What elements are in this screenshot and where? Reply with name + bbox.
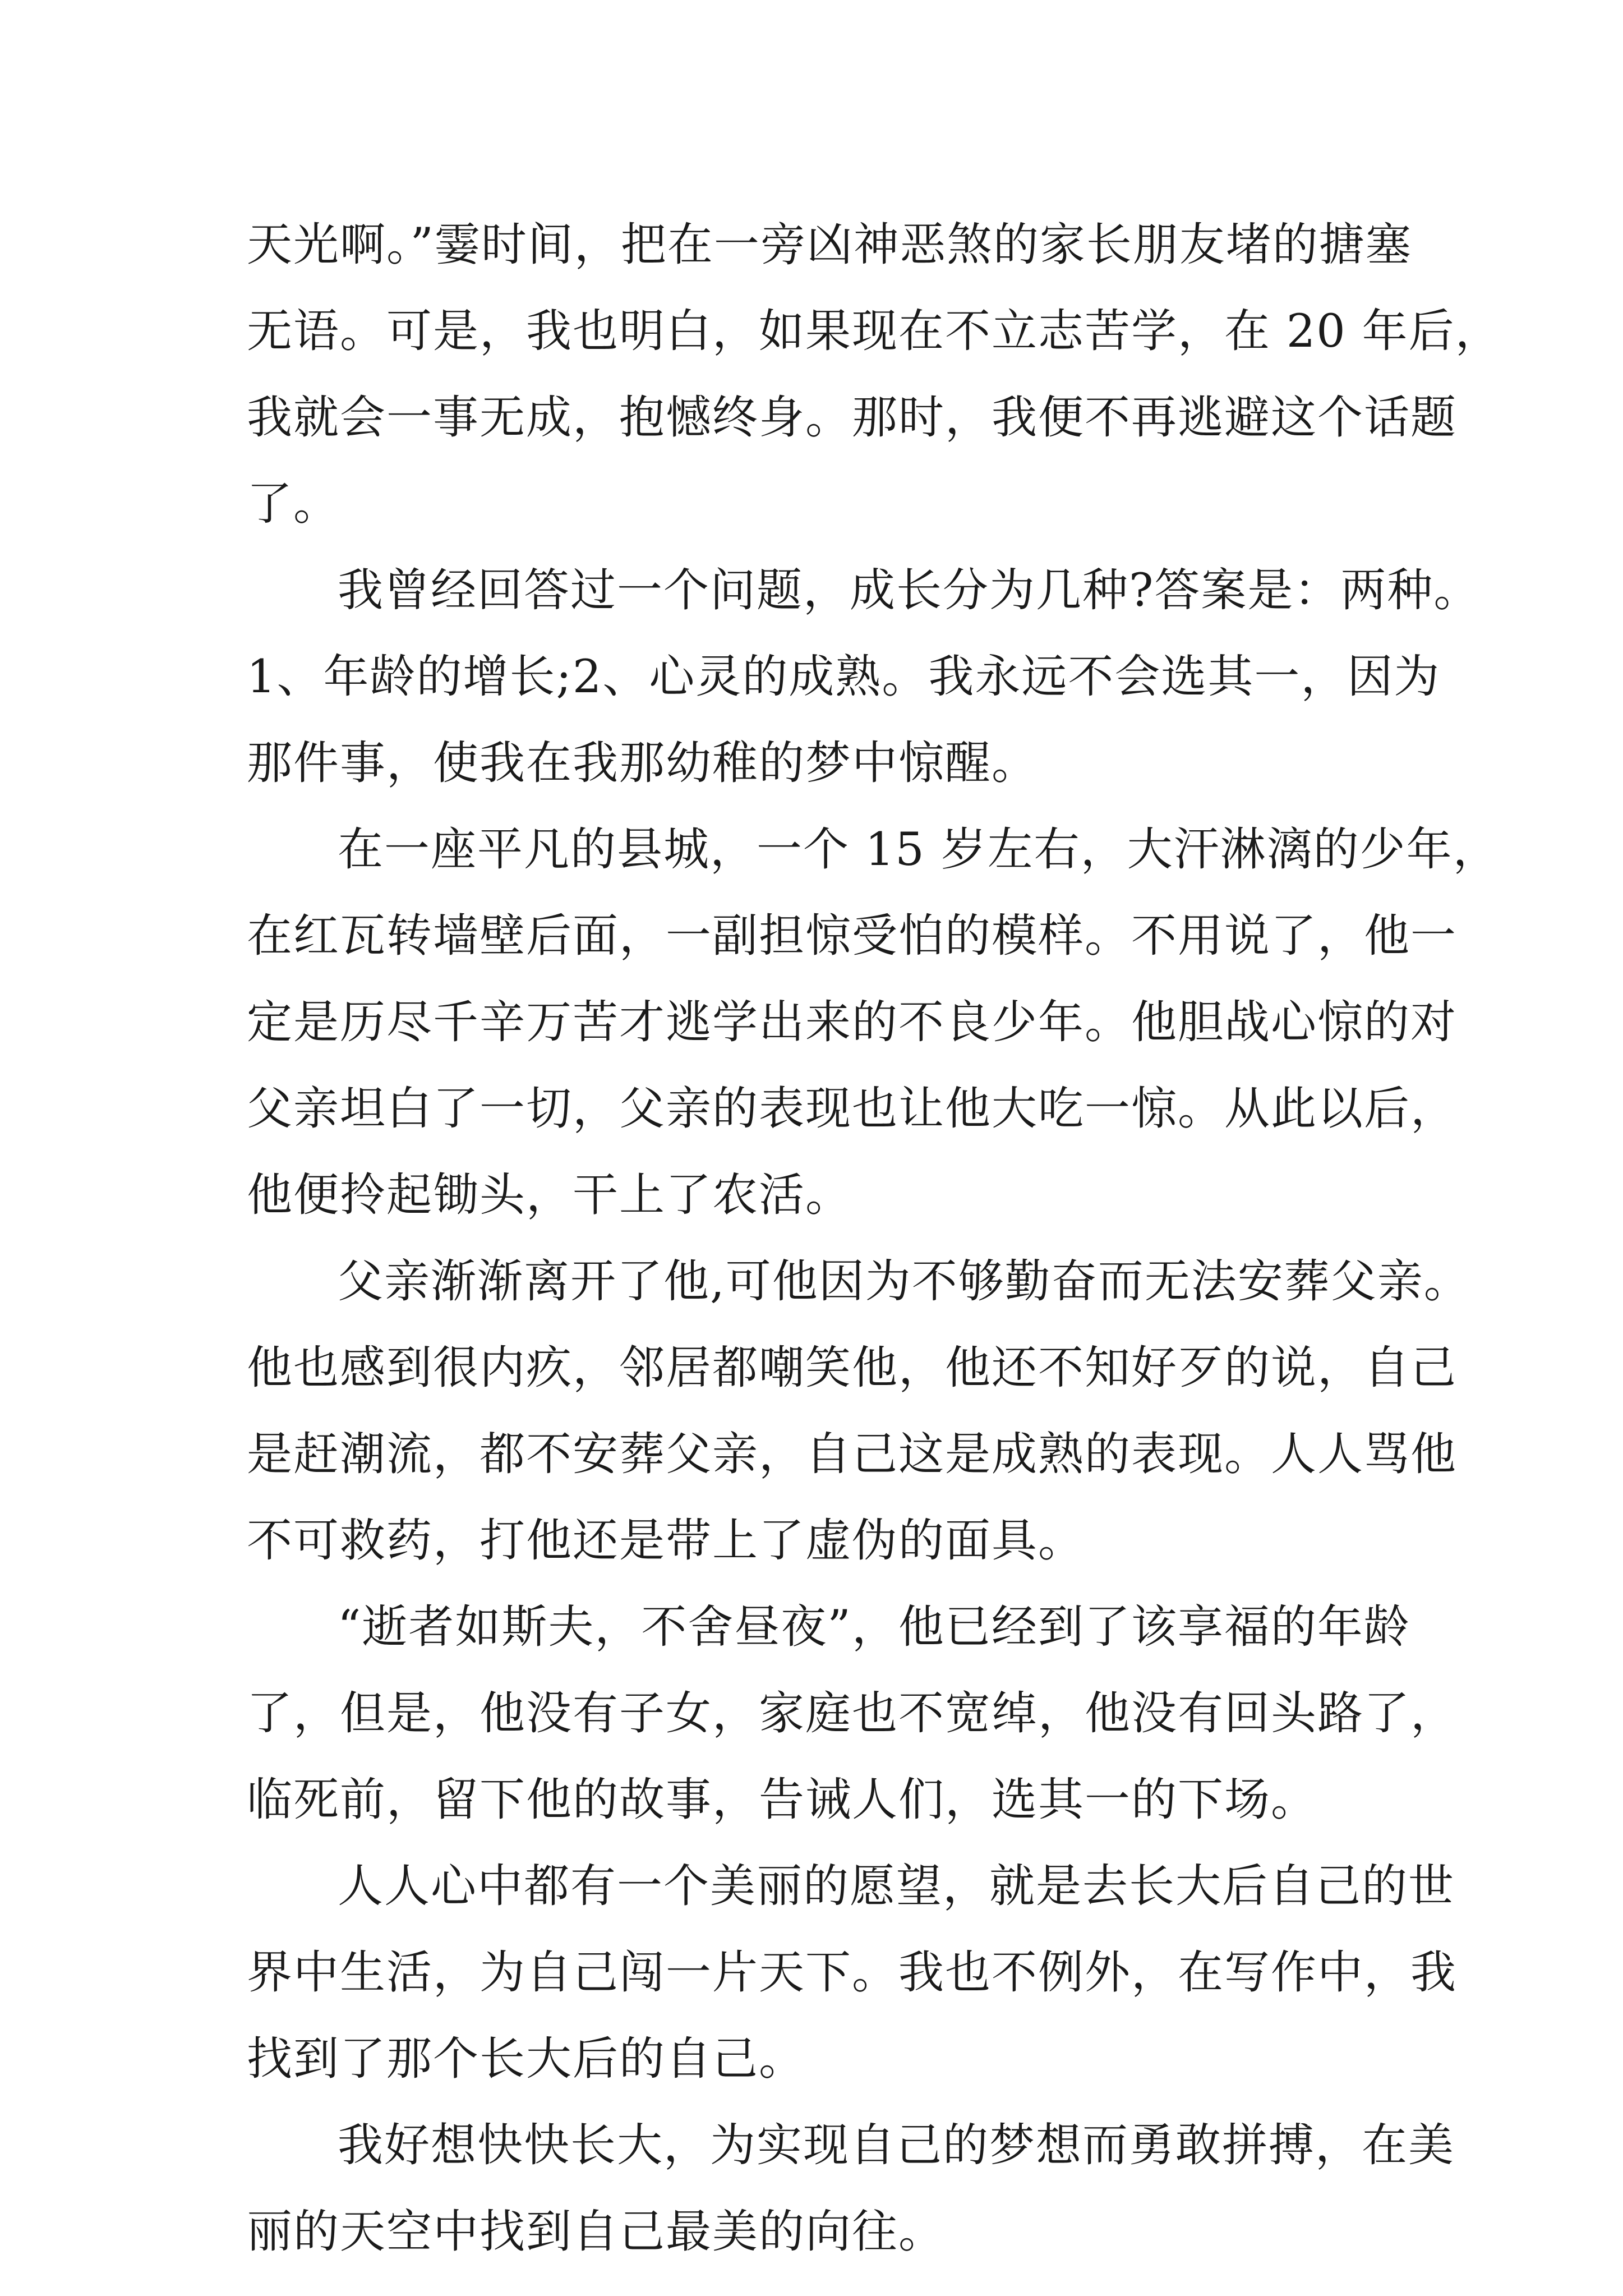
text-line: 定是历尽千辛万苦才逃学出来的不良少年。他胆战心惊的对 <box>247 996 1458 1049</box>
text-line: 找到了那个长大后的自己。 <box>247 2033 806 2086</box>
text-line: 父亲坦白了一切，父亲的表现也让他大吃一惊。从此以后， <box>247 1083 1458 1135</box>
text-line: 1、年龄的增长;2、心灵的成熟。我永远不会选其一，因为 <box>247 651 1441 703</box>
text-line: 他也感到很内疚，邻居都嘲笑他，他还不知好歹的说，自己 <box>247 1342 1458 1395</box>
paragraph-first-line: 人人心中都有一个美丽的愿望，就是去长大后自己的世 <box>338 1860 1455 1913</box>
text-line: 他便拎起锄头，干上了农活。 <box>247 1169 852 1222</box>
text-line: 临死前，留下他的故事，告诫人们，选其一的下场。 <box>247 1774 1318 1826</box>
paragraph-first-line: 在一座平凡的县城，一个 15 岁左右，大汗淋漓的少年， <box>338 823 1500 876</box>
paragraph-first-line: 父亲渐渐离开了他,可他因为不够勤奋而无法安葬父亲。 <box>338 1255 1470 1308</box>
text-line: 天光啊。”霎时间，把在一旁凶神恶煞的家长朋友堵的搪塞 <box>247 219 1412 272</box>
paragraph-first-line: 我曾经回答过一个问题，成长分为几种?答案是：两种。 <box>338 564 1481 617</box>
text-line: 不可救药，打他还是带上了虚伪的面具。 <box>247 1515 1085 1567</box>
text-line: 界中生活，为自己闯一片天下。我也不例外，在写作中，我 <box>247 1947 1458 1999</box>
text-line: 我就会一事无成，抱憾终身。那时，我便不再逃避这个话题 <box>247 392 1458 444</box>
text-line: 那件事，使我在我那幼稚的梦中惊醒。 <box>247 737 1039 790</box>
text-line: 了，但是，他没有子女，家庭也不宽绰，他没有回头路了， <box>247 1687 1458 1740</box>
text-line: 丽的天空中找到自己最美的向往。 <box>247 2206 946 2258</box>
text-line: 无语。可是，我也明白，如果现在不立志苦学，在 20 年后， <box>247 305 1502 358</box>
document-body <box>247 202 1502 2275</box>
paragraph-first-line: “逝者如斯夫，不舍昼夜”，他已经到了该享福的年龄 <box>338 1601 1410 1654</box>
text-line: 是赶潮流，都不安葬父亲，自己这是成熟的表现。人人骂他 <box>247 1428 1458 1481</box>
text-line: 在红瓦转墙壁后面，一副担惊受怕的模样。不用说了，他一 <box>247 910 1458 963</box>
text-line: 了。 <box>247 478 340 531</box>
paragraph-first-line: 我好想快快长大，为实现自己的梦想而勇敢拼搏，在美 <box>338 2119 1455 2172</box>
